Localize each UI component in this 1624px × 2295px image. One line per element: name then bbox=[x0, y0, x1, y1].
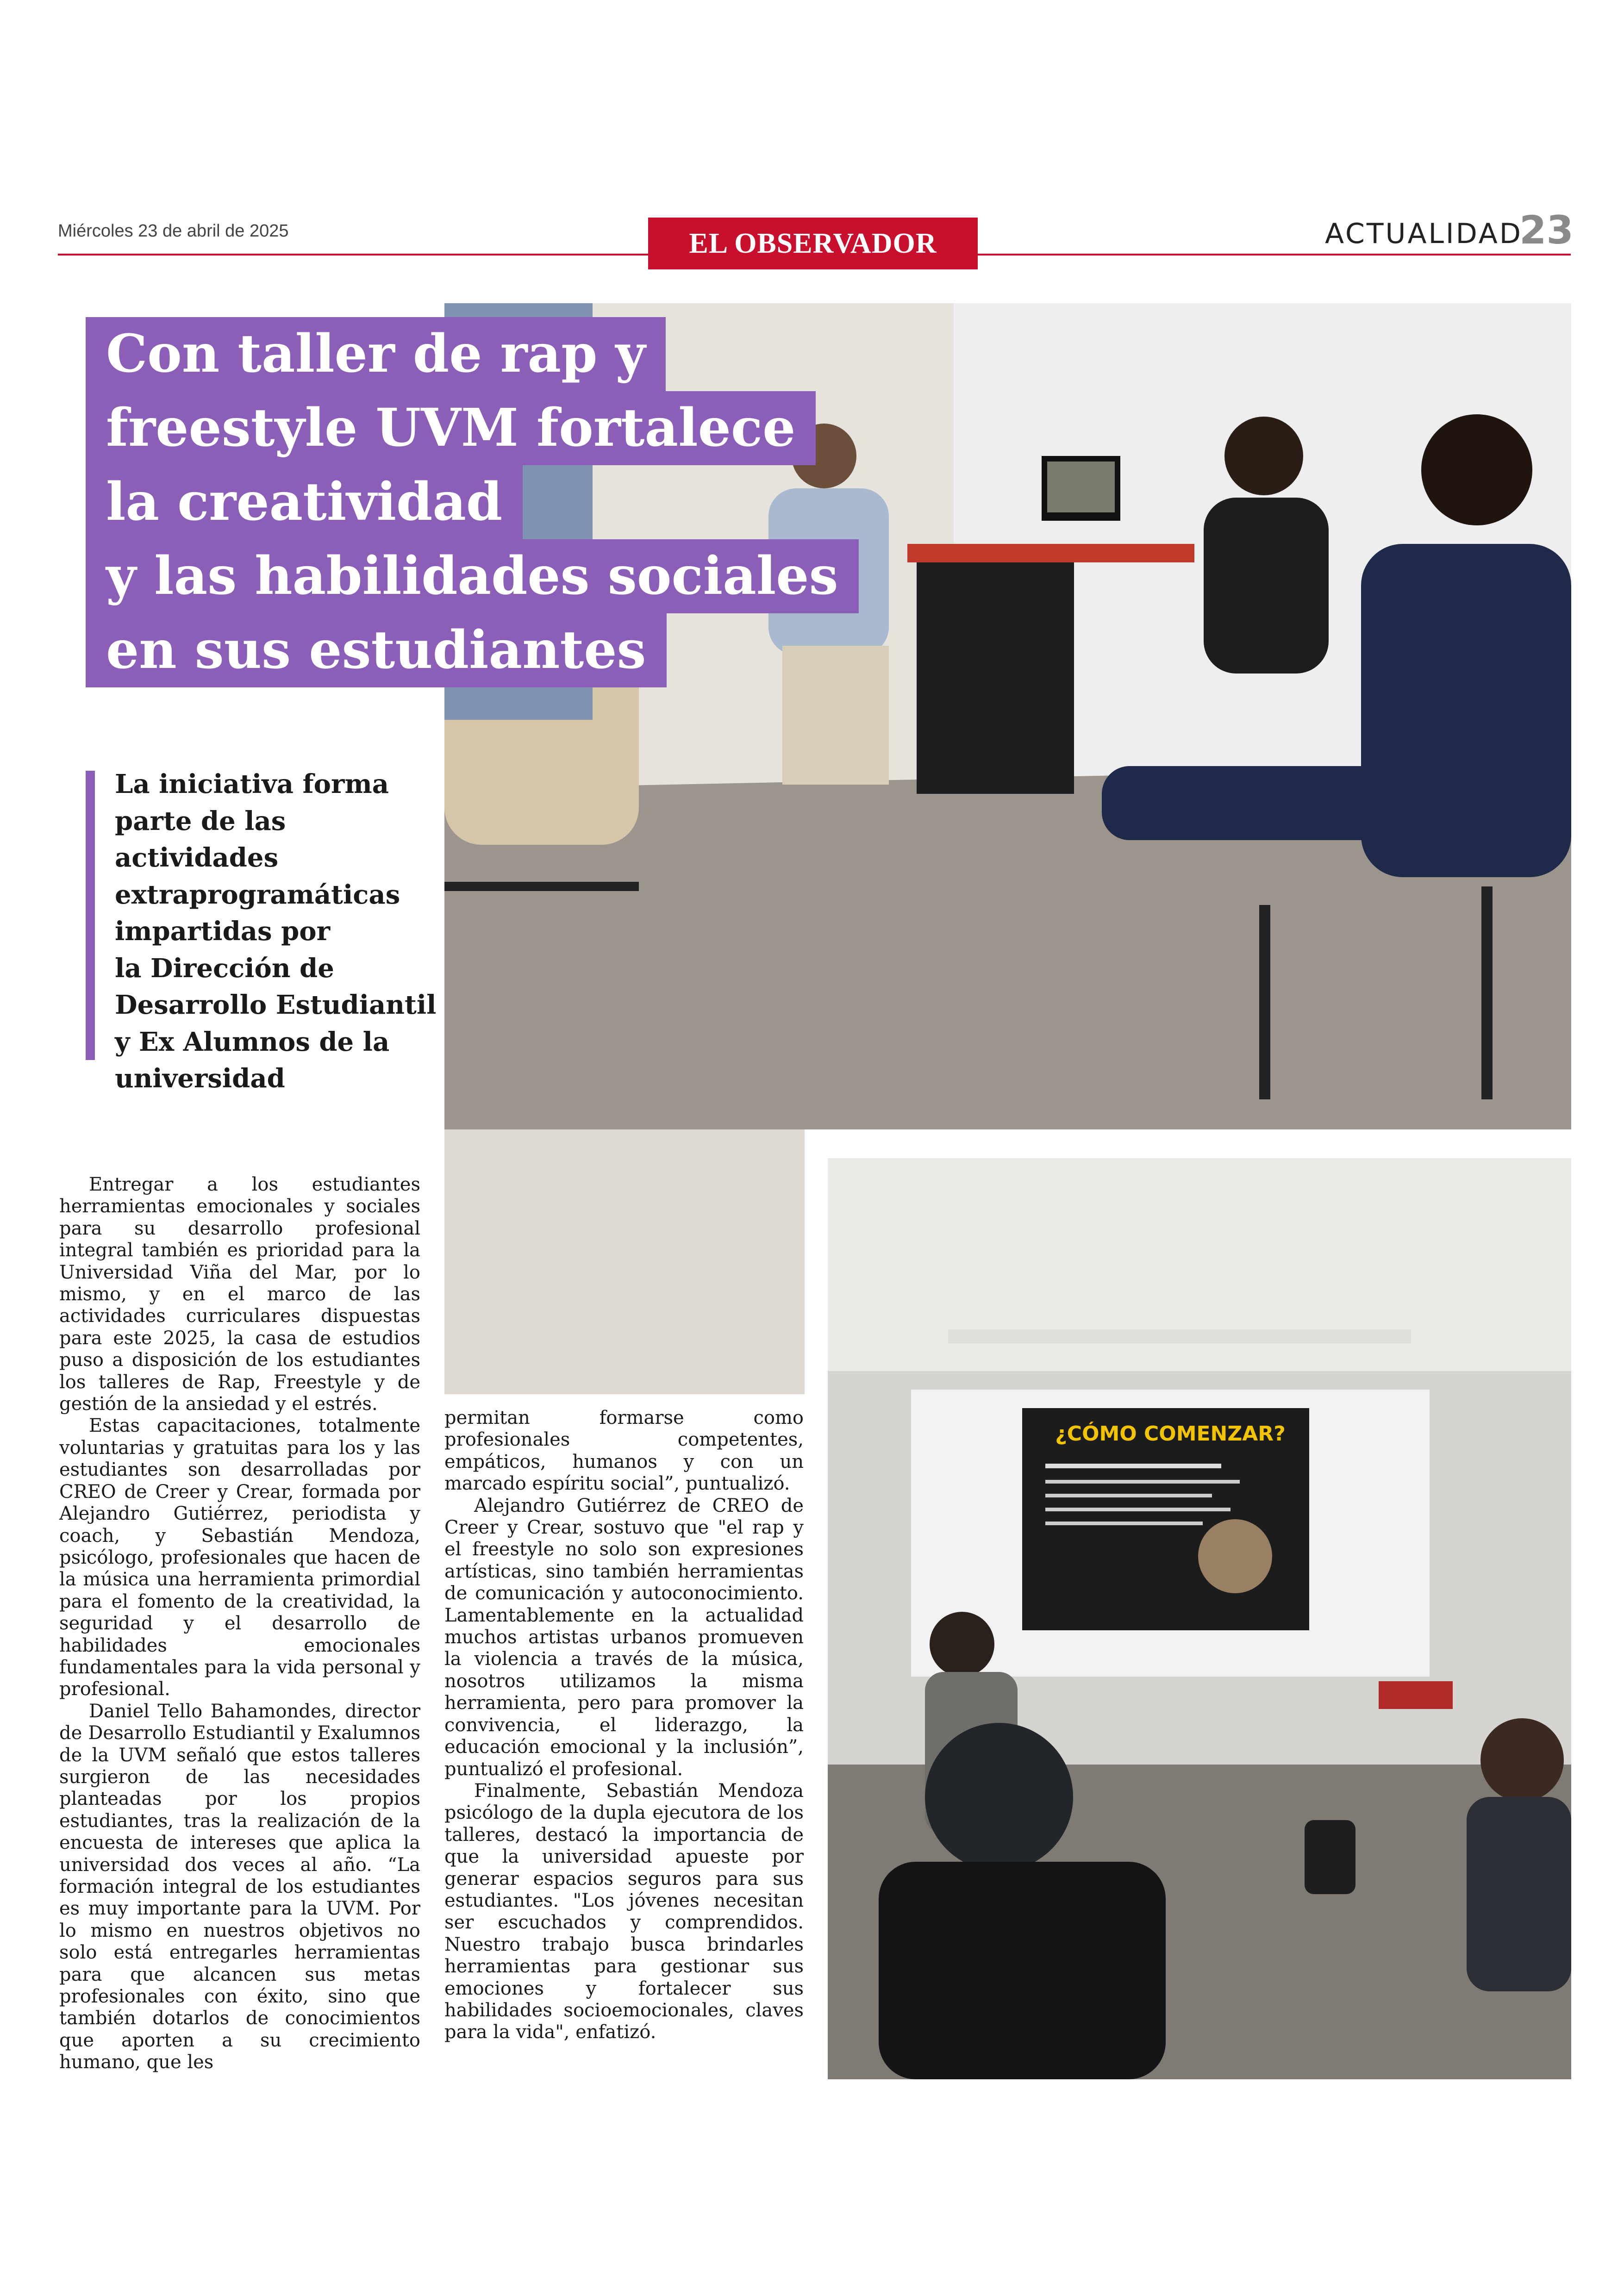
body-paragraph-continued: permitan formarse como profesionales competentes, empáticos, humanos y con un marcado espíritu social”, puntualizó. bbox=[444, 1407, 804, 1495]
photo-caption-area bbox=[444, 1129, 805, 1394]
body-column-2 bbox=[444, 1407, 804, 2044]
deck-accent-bar bbox=[86, 771, 95, 1060]
headline-line: Con taller de rap y bbox=[86, 317, 666, 391]
body-paragraph: Daniel Tello Bahamondes, director de Desarrollo Estudiantil y Exalumnos de la UVM señaló que estos talleres surgieron de las necesidades planteadas por los propios estudiantes, tras la realización de la encuesta de intereses que aplica la universidad dos veces al año. “La formación integral de los estudiantes es muy importante para la UVM. Por lo mismo en nuestros objetivos no solo está entregarles herramientas para que alcancen sus metas profesionales con éxito, sino que también dotarlos de conocimientos que aporten a su crecimiento humano, que les bbox=[59, 1700, 420, 2073]
masthead: EL OBSERVADOR bbox=[648, 218, 978, 269]
body-paragraph: Alejandro Gutiérrez de CREO de Creer y Crear, sostuvo que "el rap y el freestyle no solo son expresiones artísticas, sino también herramientas de comunicación y autoconocimiento. Lamentablemente en la actualidad muchos artistas urbanos promueven la violencia a través de la música, nosotros utilizamos la misma herramienta, pero para promover la convivencia, el liderazgo, la educación emocional y la inclusión”, puntualizó el profesional. bbox=[444, 1495, 804, 1780]
body-paragraph: Estas capacitaciones, totalmente voluntarias y gratuitas para los y las estudiantes son desarrolladas por CREO de Creer y Crear, formada por Alejandro Gutiérrez, periodista y coach, y Sebastián Mendoza, psicólogo, profesionales que hacen de la música una herramienta primordial para el fomento de la creatividad, la seguridad y el desarrollo de habilidades emocionales fundamentales para la vida personal y profesional. bbox=[59, 1415, 420, 1700]
deck-line: parte de las actividades bbox=[115, 805, 286, 873]
deck-line: impartidas por bbox=[115, 916, 331, 947]
issue-date: Miércoles 23 de abril de 2025 bbox=[58, 221, 289, 241]
body-paragraph: Entregar a los estudiantes herramientas emocionales y sociales para su desarrollo profesional integral también es prioridad para la Universidad Viña del Mar, por lo mismo, y en el marco de las actividades curriculares dispuestas para este 2025, la casa de estudios puso a disposición de los estudiantes los talleres de Rap, Freestyle y de gestión de la ansiedad y el estrés. bbox=[59, 1174, 420, 1415]
deck-line: la Dirección de bbox=[115, 953, 334, 984]
body-column-1 bbox=[59, 1174, 420, 2074]
deck-line: universidad bbox=[115, 1063, 285, 1094]
body-paragraph: Finalmente, Sebastián Mendoza psicólogo de la dupla ejecutora de los talleres, destacó la importancia de que la universidad apueste por generar espacios seguros para sus estudiantes. "Los jóvenes necesitan ser escuchados y comprendidos. Nuestro trabajo busca brindarles herramientas para gestionar sus emociones y fortalecer sus habilidades socioemocionales, claves para la vida", enfatizó. bbox=[444, 1780, 804, 2043]
page-number: 23 bbox=[1519, 207, 1574, 253]
headline-line: y las habilidades sociales bbox=[86, 539, 859, 613]
deck-line: extraprogramáticas bbox=[115, 879, 400, 910]
headline-line: la creatividad bbox=[86, 465, 523, 539]
presentation-photo bbox=[828, 1158, 1571, 2079]
headline-line: en sus estudiantes bbox=[86, 613, 667, 687]
headline bbox=[86, 317, 859, 687]
deck-line: Desarrollo Estudiantil bbox=[115, 990, 437, 1020]
deck-line: La iniciativa forma bbox=[115, 769, 389, 799]
deck-line: y Ex Alumnos de la bbox=[115, 1026, 390, 1057]
headline-line: freestyle UVM fortalece bbox=[86, 391, 816, 465]
section-label: ACTUALIDAD bbox=[1325, 218, 1523, 250]
screen-title: ¿CÓMO COMENZAR? bbox=[1055, 1422, 1286, 1446]
deck bbox=[115, 766, 439, 1098]
